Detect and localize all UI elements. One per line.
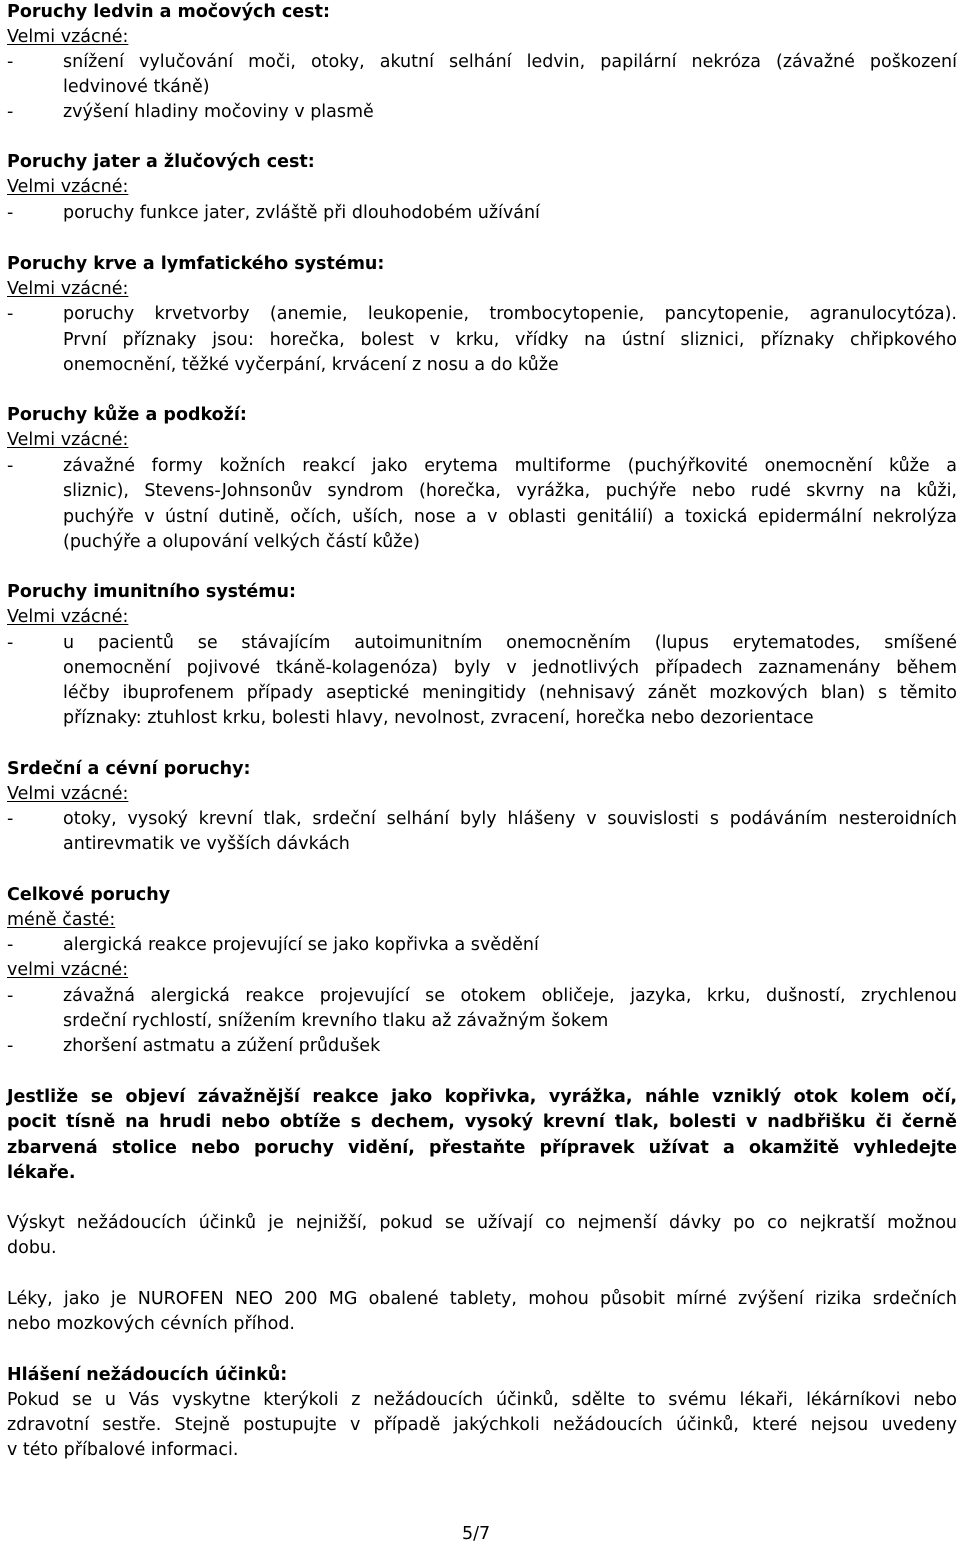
list-item-text: ledvinové tkáně) <box>63 77 210 97</box>
list-item-text: alergická reakce projevující se jako kopřivka a svědění <box>63 935 539 955</box>
list-dash: - <box>7 456 14 476</box>
warning-text: lékaře. <box>7 1163 76 1183</box>
list-dash: - <box>7 1036 14 1056</box>
list-dash: - <box>7 304 14 324</box>
list-item-text: sliznic), Stevens-Johnsonův syndrom (horečka, vyrážka, puchýře nebo rudé skvrny na kůži, <box>63 481 957 501</box>
frequency-label: Velmi vzácné: <box>7 27 129 47</box>
list-item-text: puchýře v ústní dutině, očích, uších, nose a v oblasti genitálií) a toxická epidermální nekrolýza <box>63 507 957 527</box>
list-item-text: poruchy funkce jater, zvláště při dlouhodobém užívání <box>63 203 540 223</box>
page-number: 5/7 <box>462 1524 491 1544</box>
list-item-text: První příznaky jsou: horečka, bolest v krku, vřídky na ústní sliznici, příznaky chřipkového <box>63 330 957 350</box>
section-heading-skin: Poruchy kůže a podkoží: <box>7 405 247 425</box>
frequency-label: Velmi vzácné: <box>7 279 129 299</box>
list-item-text: závažná alergická reakce projevující se otokem obličeje, jazyka, krku, dušností, zrychlenou <box>63 986 957 1006</box>
section-heading-liver: Poruchy jater a žlučových cest: <box>7 152 315 172</box>
section-heading-kidney: Poruchy ledvin a močových cest: <box>7 2 330 22</box>
section-heading-immune: Poruchy imunitního systému: <box>7 582 296 602</box>
paragraph-text: Léky, jako je NUROFEN NEO 200 MG obalené tablety, mohou působit mírné zvýšení rizika srdečních <box>7 1289 957 1309</box>
list-item-text: u pacientů se stávajícím autoimunitním onemocněním (lupus erytematodes, smíšené <box>63 633 957 653</box>
list-dash: - <box>7 203 14 223</box>
list-dash: - <box>7 809 14 829</box>
list-item-text: poruchy krvetvorby (anemie, leukopenie, trombocytopenie, pancytopenie, agranulocytóza). <box>63 304 957 324</box>
list-item-text: onemocnění pojivové tkáně-kolagenóza) byly v jednotlivých případech zaznamenány během <box>63 658 957 678</box>
list-item-text: otoky, vysoký krevní tlak, srdeční selhání byly hlášeny v souvislosti s podáváním nesteroidních <box>63 809 957 829</box>
list-dash: - <box>7 986 14 1006</box>
paragraph-text: v této příbalové informaci. <box>7 1440 239 1460</box>
list-dash: - <box>7 102 14 122</box>
warning-text: pocit tísně na hrudi nebo obtíže s dechem, vysoký krevní tlak, bolesti v nadbřišku či černě <box>7 1112 957 1132</box>
paragraph-text: Pokud se u Vás vyskytne kterýkoli z nežádoucích účinků, sdělte to svému lékaři, lékárníkovi nebo <box>7 1390 957 1410</box>
list-item-text: závažné formy kožních reakcí jako erytema multiforme (puchýřkovité onemocnění kůže a <box>63 456 957 476</box>
list-item-text: (puchýře a olupování velkých částí kůže) <box>63 532 420 552</box>
section-heading-blood: Poruchy krve a lymfatického systému: <box>7 254 385 274</box>
frequency-label: Velmi vzácné: <box>7 607 129 627</box>
warning-text: Jestliže se objeví závažnější reakce jako kopřivka, vyrážka, náhle vzniklý otok kolem očí, <box>7 1087 957 1107</box>
warning-text: zbarvená stolice nebo poruchy vidění, přestaňte přípravek užívat a okamžitě vyhledejte <box>7 1138 957 1158</box>
frequency-label: velmi vzácné: <box>7 960 129 980</box>
list-item-text: antirevmatik ve vyšších dávkách <box>63 834 350 854</box>
frequency-label: Velmi vzácné: <box>7 177 129 197</box>
section-heading-general: Celkové poruchy <box>7 885 171 905</box>
frequency-label: Velmi vzácné: <box>7 430 129 450</box>
list-item-text: zhoršení astmatu a zúžení průdušek <box>63 1036 381 1056</box>
list-item-text: léčby ibuprofenem případy aseptické meningitidy (nehnisavý zánět mozkových blan) s těmito <box>63 683 957 703</box>
frequency-label: méně časté: <box>7 910 116 930</box>
section-heading-cardiac: Srdeční a cévní poruchy: <box>7 759 251 779</box>
list-item-text: onemocnění, těžké vyčerpání, krvácení z nosu a do kůže <box>63 355 559 375</box>
section-heading-reporting: Hlášení nežádoucích účinků: <box>7 1365 288 1385</box>
paragraph-text: dobu. <box>7 1238 57 1258</box>
list-item-text: srdeční rychlostí, snížením krevního tlaku až závažným šokem <box>63 1011 609 1031</box>
list-item-text: příznaky: ztuhlost krku, bolesti hlavy, nevolnost, zvracení, horečka nebo dezorientace <box>63 708 814 728</box>
frequency-label: Velmi vzácné: <box>7 784 129 804</box>
list-item-text: snížení vylučování moči, otoky, akutní selhání ledvin, papilární nekróza (závažné poškození <box>63 52 957 72</box>
list-dash: - <box>7 935 14 955</box>
paragraph-text: nebo mozkových cévních příhod. <box>7 1314 295 1334</box>
list-dash: - <box>7 633 14 653</box>
paragraph-text: zdravotní sestře. Stejně postupujte v případě jakýchkoli nežádoucích účinků, které nejsou uvedeny <box>7 1415 957 1435</box>
list-item-text: zvýšení hladiny močoviny v plasmě <box>63 102 374 122</box>
paragraph-text: Výskyt nežádoucích účinků je nejnižší, pokud se užívají co nejmenší dávky po co nejkratší možnou <box>7 1213 957 1233</box>
list-dash: - <box>7 52 14 72</box>
